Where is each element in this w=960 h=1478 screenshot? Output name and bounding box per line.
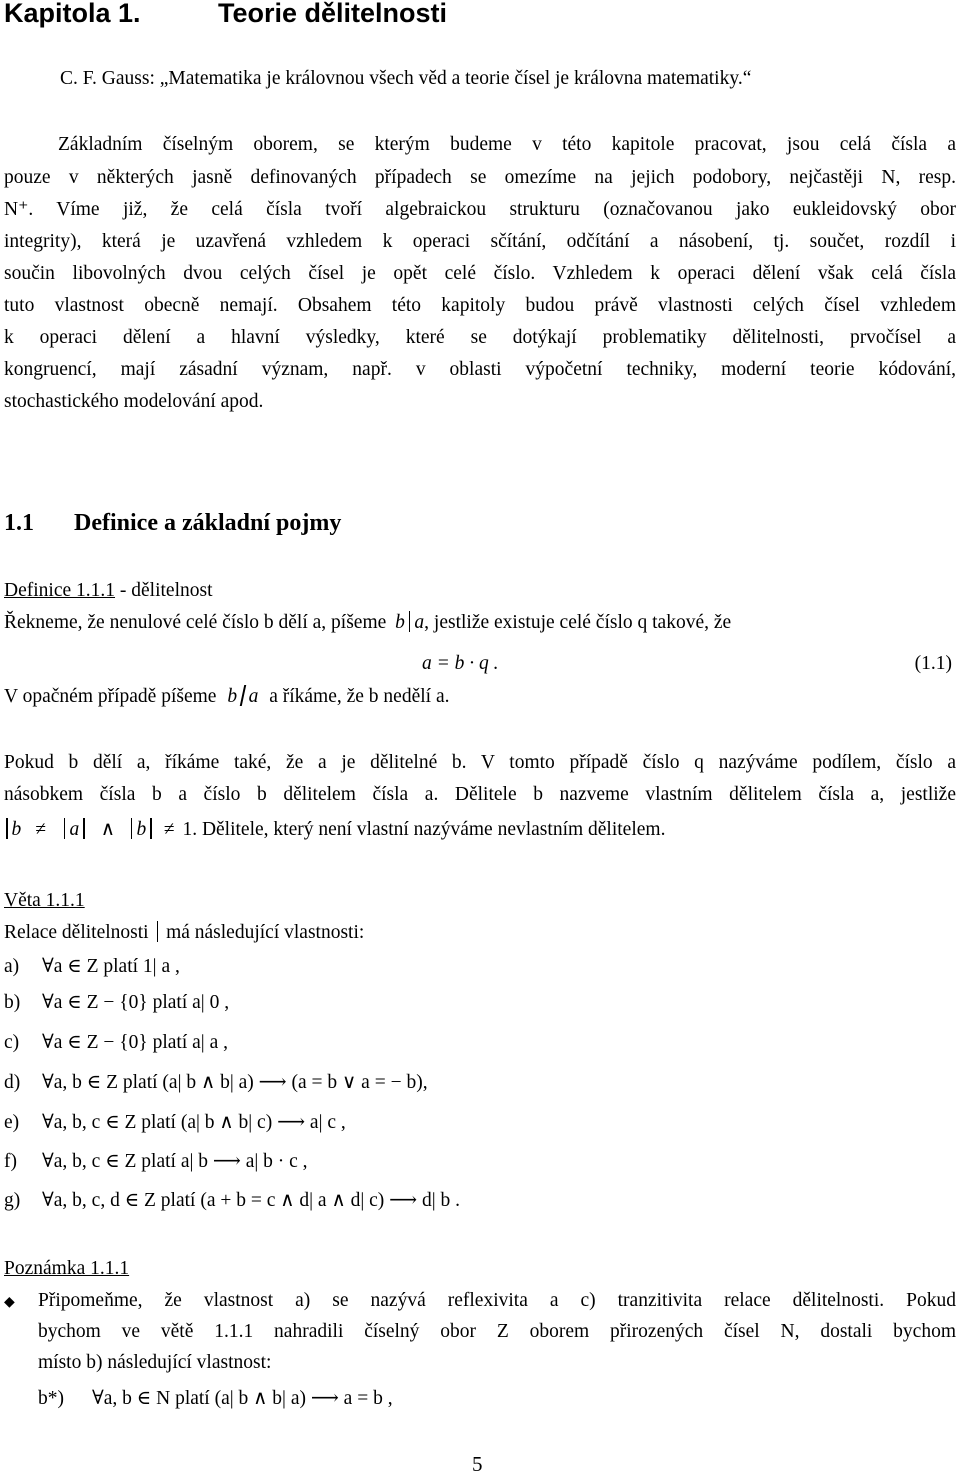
intro-line-4: integrity), která je uzavřená vzhledem k operaci sčítání, odčítání a násobení, tj. součet, rozdíl i [4,231,956,252]
equation: a = b · q . [422,653,499,674]
intro-line-5: součin libovolných dvou celých čísel je opět celé číslo. Vzhledem k operaci dělení však celá čísla [4,263,956,284]
equation-number: (1.1) [914,653,952,674]
intro-line-2: pouze v některých jasně definovaných případech se omezíme na jejich podobory, nejčastěji N, resp. [4,167,956,188]
intro-line-6: tuto vlastnost obecně nemají. Obsahem této kapitoly budou právě vlastnosti celých čísel vzhledem [4,295,956,316]
gauss-quote: C. F. Gauss: „Matematika je královnou všech věd a teorie čísel je královna matematiky.“ [60,68,752,89]
para2-line-3: b ≠ a ∧ b ≠ 1. Dělitele, který není vlastní nazýváme nevlastním dělitelem. [4,815,956,845]
intro-line-1: Základním číselným oborem, se kterým budeme v této kapitole pracovat, jsou celá čísla a [58,134,956,155]
chapter-label: Kapitola 1. [4,0,141,28]
remark-line-1: Připomeňme, že vlastnost a) se nazývá reflexivita a c) tranzitivita relace dělitelnosti. Pokud [38,1290,956,1311]
section-heading [4,510,342,537]
theorem-heading: Věta 1.1.1 [4,890,85,911]
remark-heading: Poznámka 1.1.1 [4,1258,130,1279]
definition-heading [4,576,956,606]
chapter-title: Teorie dělitelnosti [218,0,448,28]
remark-line-3: místo b) následující vlastnost: [38,1352,272,1373]
definition-line-1: Řekneme, že nenulové celé číslo b dělí a, píšeme b a, jestliže existuje celé číslo q takové, že [4,612,732,633]
section-number: 1.1 [4,510,34,536]
proper-divisor-condition: b ≠ a ∧ b ≠ 1. [4,819,197,840]
definition-suffix: - dělitelnost [115,580,213,601]
theorem-intro: Relace dělitelnosti má následující vlastnosti: [4,922,365,943]
definition-line-3: V opačném případě píšeme b a a říkáme, že b nedělí a. [4,686,450,707]
bullet-icon: ◆ [4,1295,15,1310]
intro-line-8: kongruencí, mají zásadní význam, např. v oblasti výpočetní techniky, moderní teorie kódování, [4,359,956,380]
para2-line-2: násobkem čísla b a číslo b dělitelem čísla a. Dělitele b nazveme vlastním dělitelem čísla a, jestliže [4,784,956,805]
intro-line-7: k operaci dělení a hlavní výsledky, které se dotýkají problematiky dělitelnosti, prvočísel a [4,327,956,348]
page-number: 5 [472,1452,483,1476]
remark-line-2: bychom ve větě 1.1.1 nahradili číselný obor Z oborem přirozených čísel N, dostali bychom [38,1321,956,1342]
document-page: Kapitola 1. Teorie dělitelnosti C. F. Gauss: „Matematika je královnou všech věd a teorie čísel je královna matematiky.“ Základním číselným oborem, se kterým budeme v této kapitole pracovat, jsou celá čísla a pouze v některých jasně definovaných případech se omezíme na jejich podobory, nejčastěji N, resp. N⁺. Víme již, že celá čísla tvoří algebraickou strukturu (označovanou jako eukleidovský obor integrity), která je uzavřená vzhledem k operaci sčítání, odčítání a násobení, tj. součet, rozdíl i součin libovolných dvou celých čísel je opět celé číslo. Vzhledem k operaci dělení však celá čísla tuto vlastnost obecně nemají. Obsahem této kapitoly budou právě vlastnosti celých čísel vzhledem k operaci dělení a hlavní výsledky, které se dotýkají problematiky dělitelnosti, prvočísel a kongruencí, mají zásadní význam, např. v oblasti výpočetní techniky, moderní teorie kódování, stochastického modelování apod. 1.1 Definice a základní pojmy Definice 1.1.1 - dělitelnost Řekneme, že nenulové celé číslo b dělí a, píšeme b a, jestliže existuje celé číslo q takové, že a = b · q . (1.1) V opačném případě píšeme b a a říkáme, že b nedělí a. Pokud b dělí a, říkáme také, že a je dělitelné b. V tomto případě číslo q nazýváme podílem, číslo a násobkem čísla b a číslo b dělitelem čísla a. Dělitele b nazveme vlastním dělitelem čísla a, jestliže b ≠ a ∧ b ≠ 1. Dělitele, který není vlastní nazýváme nevlastním dělitelem. Věta 1.1.1 Relace dělitelnosti má následující vlastnosti: a) ∀a ∈ Z platí 1| a , b) ∀a ∈ Z − {0} platí a| 0 , c) ∀a ∈ Z − {0} platí a| a , d) ∀a, b ∈ Z platí (a| b ∧ b| a) ⟶ (a = b ∨ a = − b), e) ∀a, b, c ∈ Z platí (a| b ∧ b| c) ⟶ a| c , f) ∀a, b, c ∈ Z platí a| b ⟶ a| b · c , g) ∀a, b, c, d ∈ Z platí (a + b = c ∧ d| a ∧ d| c) ⟶ d| b . Poznámka 1.1.1 ◆ Připomeňme, že vlastnost a) se nazývá reflexivita a c) tranzitivita relace dělitelnosti. Pokud bychom ve větě 1.1.1 nahradili číselný obor Z oborem přirozených čísel N, dostali bychom místo b) následující vlastnost: b*) ∀a, b ∈ N platí (a| b ∧ b| a) ⟶ a = b , 5 [0,0,960,1478]
definition-label: Definice 1.1.1 [4,580,116,601]
para2-line-1: Pokud b dělí a, říkáme také, že a je dělitelné b. V tomto případě číslo q nazýváme podílem, číslo a [4,752,956,773]
intro-line-9: stochastického modelování apod. [4,391,264,412]
intro-line-3: N⁺. Víme již, že celá čísla tvoří algebraickou strukturu (označovanou jako eukleidovský obor [4,199,956,220]
chapter-heading [4,0,448,29]
section-title: Definice a základní pojmy [74,510,342,536]
